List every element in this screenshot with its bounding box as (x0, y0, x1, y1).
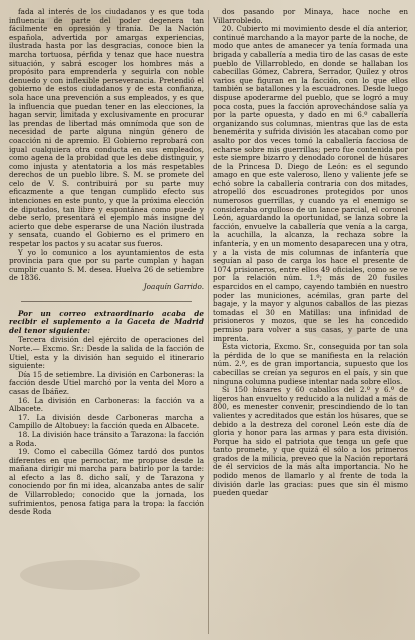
right-column (213, 8, 408, 634)
itinerary-item: 16. La división en Carboneras: la facción va a Albacete. (9, 395, 204, 414)
itinerary-item: 19. Como el cabecilla Gómez tardó dos puntos diferentes en que pernoctar, me propuse desde la mañana dirigir mi marcha para batirlo por la tarde: al efecto a las 8. dicho salí, y de Tarazona y conociendo por fin mi idea, alcanzaba antes de salir de Villarrobledo; conocido que la jornada, los sufrimientos, penosa fatiga para la tropa: la facción desde Roda (9, 447, 204, 517)
report-paragraph: Esta victoria, Excmo. Sr., conseguida por tan sola la pérdida de lo que se manifiesta en la relación núm. 2.º, es de gran importancia, supuesto que los cabecillas se creían ya seguros en el país, y sin que ninguna columna pudiese intentar nada sobre ellos. (213, 342, 408, 386)
report-paragraph: 20. Cubierto mi movimiento desde el día anterior, continué marchando a la mayor parte de la noche, de modo que antes de amanecer ya tenía formada una brigada y caballería a media tiro de las casas de este pueblo de Villarrobledo, en donde se hallaban los cabecillas Gómez, Cabrera, Serrador, Quílez y otros varios que figuran en la facción, con lo que ellos también se batallones y la escuadrones. Desde luego dispuse apoderarme del pueblo, que se logró a muy poca costa, pues la facción aprovechándose salía ya por la parte opuesta, y dado en mi 6.º caballería organizando sus columnas, mientras que las de esta benemérita y sufrida división les atacaban como por asalto por dos veces tomó la caballería facciosa de echarse sobre mis guerrillas; pero fue contenida por este siempre bizarro y denodado coronel de húsares de la Princesa D. Diego de León: es el segundo amago en que este valeroso, lleno y valiente jefe se echó sobre la caballería contraria con dos mitades, atropelló dos escuadrones protegidos por unos numerosos guerrillas, y cuando ya el enemigo se consideraba orgulloso de un lance parcial, el coronel León, aguardando la oportunidad, se lanza sobre la facción, envuelve la caballería que venía a la carga, la acuchilla, la alcanza, la rechaza sobre la infantería, y en un momento desaparecen una y otra, y a la vista de mis columnas de infantería que seguían al paso de carga los hace el presente de 1074 prisioneros, entre ellos 49 oficiales, como se ve por la relación núm. 1.º; más de 20 fusiles esparcidos en el campo, cayendo también en nuestro poder las municiones, acémilas, gran parte del bagaje, y la mayor y algunos caballos de las piezas tomadas el 30 en Matillas: una infinidad de prisioneros y mozos, que se les ha concedido permiso para volver a sus casas, y parte de una imprenta. (213, 24, 408, 343)
report-intro: Tercera división del ejército de operaciones del Norte.— Excmo. Sr.: Desde la salida de la facción de Utiel, esta y la división han seguido el itinerario siguiente: (9, 335, 204, 371)
column-rule (208, 10, 209, 634)
circular-closing: Y yo lo comunico a los ayuntamientos de esta provincia para que por su parte cumplan y hagan cumplir cuanto S. M. desea. Huelva 26 de setiembre de 1836. (9, 247, 204, 283)
itinerary-item: Día 15 de setiembre. La división en Carboneras: la facción desde Utiel marchó por la venta del Moro a casas de Ibáñez. (9, 369, 204, 396)
report-paragraph: Si 150 húsares y 60 caballos del 2.º y 6.º de ligeros han envuelto y reducido a la nulidad a más de 800, es menester convenir, prescindiendo de lo tan valientes y acreditados que están los húsares, que se debido a la destreza del coronel León este día de gloria y honor para las armas y para esta división. Porque ha sido el patriota que tenga un gefe que tanto promete, y que quizá él sólo a los primeros grados de la milicia, preveo que la Nación reportará de él servicios de la más alta importancia. No he podido menos de llamarlo y al frente de toda la división darle las gracias: pues que sin él mismo pueden quedar (213, 385, 408, 498)
itinerary-item: 17. La división desde Carboneras marcha a Campillo de Altobuey: la facción queda en Albacete. (9, 412, 204, 431)
report-continuation: dos pasando por Minaya, hace noche en Villarrobledo. (213, 8, 408, 25)
circular-text: fada al interés de los ciudadanos y es que toda influencia de parte del poder degenera tan fácilmente en opresión y tiranía. De la Nación española, advertida por amargas experiencias, ilustrada hasta por las desgracias, conoce bien la marcha tortuosa, pérfida y tenaz que hace nuestra situación, y sabrá escoger los hombres más a propósito para emprenderla y seguirla con noble denuedo y con inflexible perseverancia. Pretendió el gobierno de estos ciudadanos y de esta confianza, sola hace una prevención a sus empleados, y es que la influencia que puedan tener en las elecciones, la hagan servir, limitada y exclusivamente en procurar las prendas de libertad más omnímoda que son de necesidad de parte alguna ningún género de coacción ni de apremio. El Gobierno reprobará con igual cualquiera otra conducta en sus empleados, como agena de la probidad que les debe distinguir, y como injusta y atentatoria a los más respetables derechos de un pueblo libre. S. M. se promete del celo de V. S. contribuirá por su parte muy eficazmente a que tengan cumplido efecto sus intenciones en este punto, y que la próxima elección de diputados, tan libre y espontánea como puede y debe serlo, presentará el ejemplo más insigne del acierto que debe esperarse de una Nación ilustrada y sensata, cuando el Gobierno es el primero en respetar los pactos y su acatar sus fueros. (9, 8, 204, 249)
section-divider (21, 301, 192, 302)
signature: Joaquín Garrido. (143, 282, 204, 291)
itinerary-item: 18. La división hace tránsito a Tarazona: la facción a Roda. (9, 429, 204, 448)
two-column-layout (9, 8, 408, 634)
left-column (9, 8, 204, 634)
section-heading: Por un correo extraordinario acaba de recibir el suplemento a la Gaceta de Madrid del tenor siguiente: (9, 308, 204, 335)
